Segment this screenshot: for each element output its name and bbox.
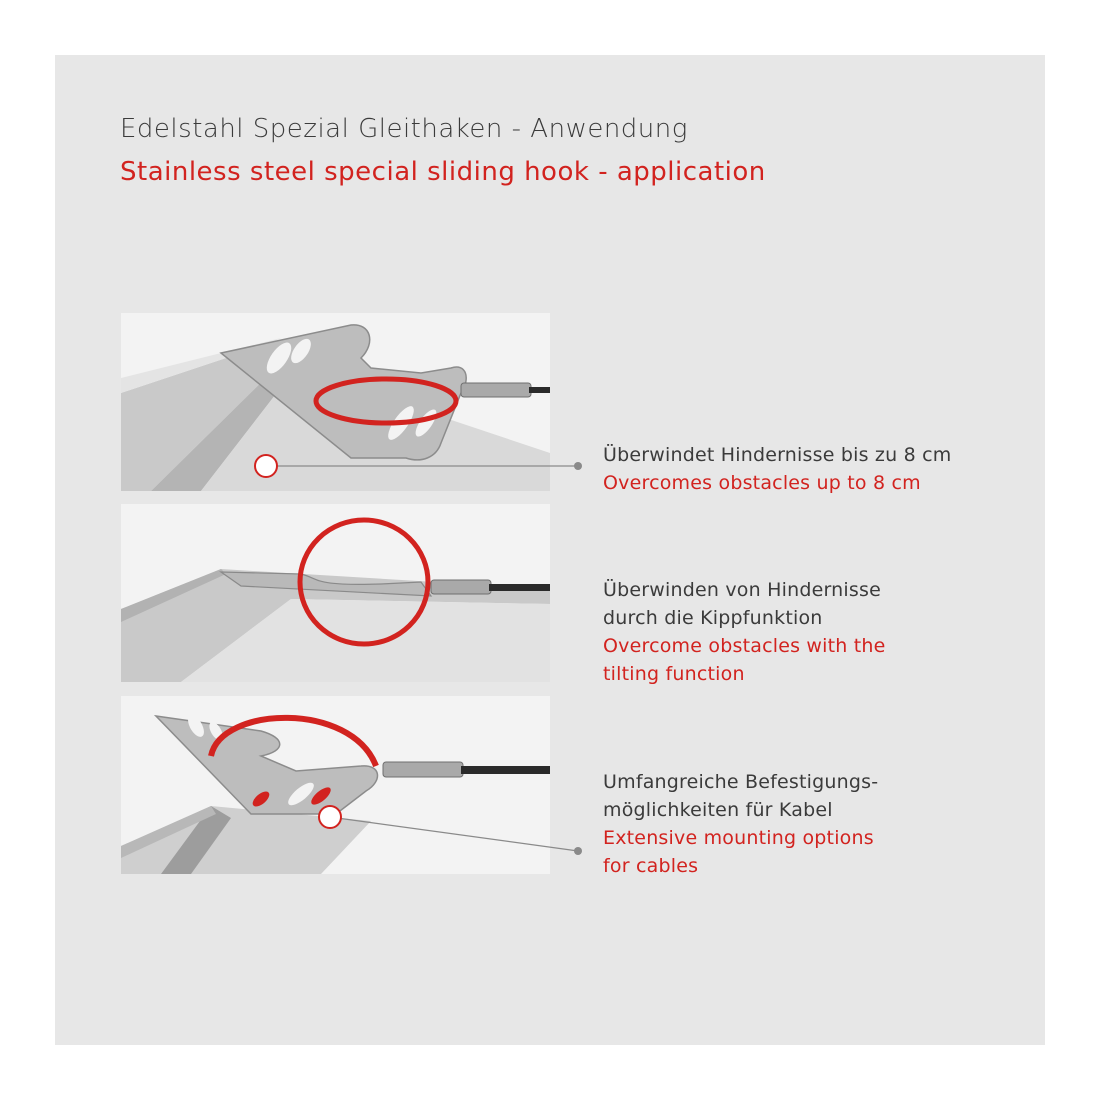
feature-1-de-line-1: Überwindet Hindernisse bis zu 8 cm: [603, 444, 952, 466]
title-english: Stainless steel special sliding hook - application: [120, 157, 766, 187]
photo-tilting-function: [121, 504, 550, 682]
photo-mounting-options: [121, 696, 550, 874]
photo-obstacle-height: [121, 313, 550, 491]
feature-2-de-line-2: durch die Kippfunktion: [603, 607, 823, 629]
feature-3-de-line-1: Umfangreiche Befestigungs-: [603, 771, 879, 793]
feature-1-english: [603, 469, 921, 497]
feature-2-en-line-2: tilting function: [603, 663, 745, 685]
feature-2-de-line-1: Überwinden von Hindernisse: [603, 579, 881, 601]
feature-3-german: [603, 768, 878, 824]
feature-3-en-line-2: for cables: [603, 855, 699, 877]
feature-1-german: [603, 441, 951, 469]
title-german: Edelstahl Spezial Gleithaken - Anwendung: [120, 114, 688, 144]
feature-2-german: [603, 576, 881, 632]
feature-2-english: [603, 632, 886, 688]
feature-1-en-line-1: Overcomes obstacles up to 8 cm: [603, 472, 921, 494]
feature-3-de-line-2: möglichkeiten für Kabel: [603, 799, 833, 821]
feature-3-en-line-1: Extensive mounting options: [603, 827, 874, 849]
feature-3-english: [603, 824, 874, 880]
feature-2-en-line-1: Overcome obstacles with the: [603, 635, 886, 657]
